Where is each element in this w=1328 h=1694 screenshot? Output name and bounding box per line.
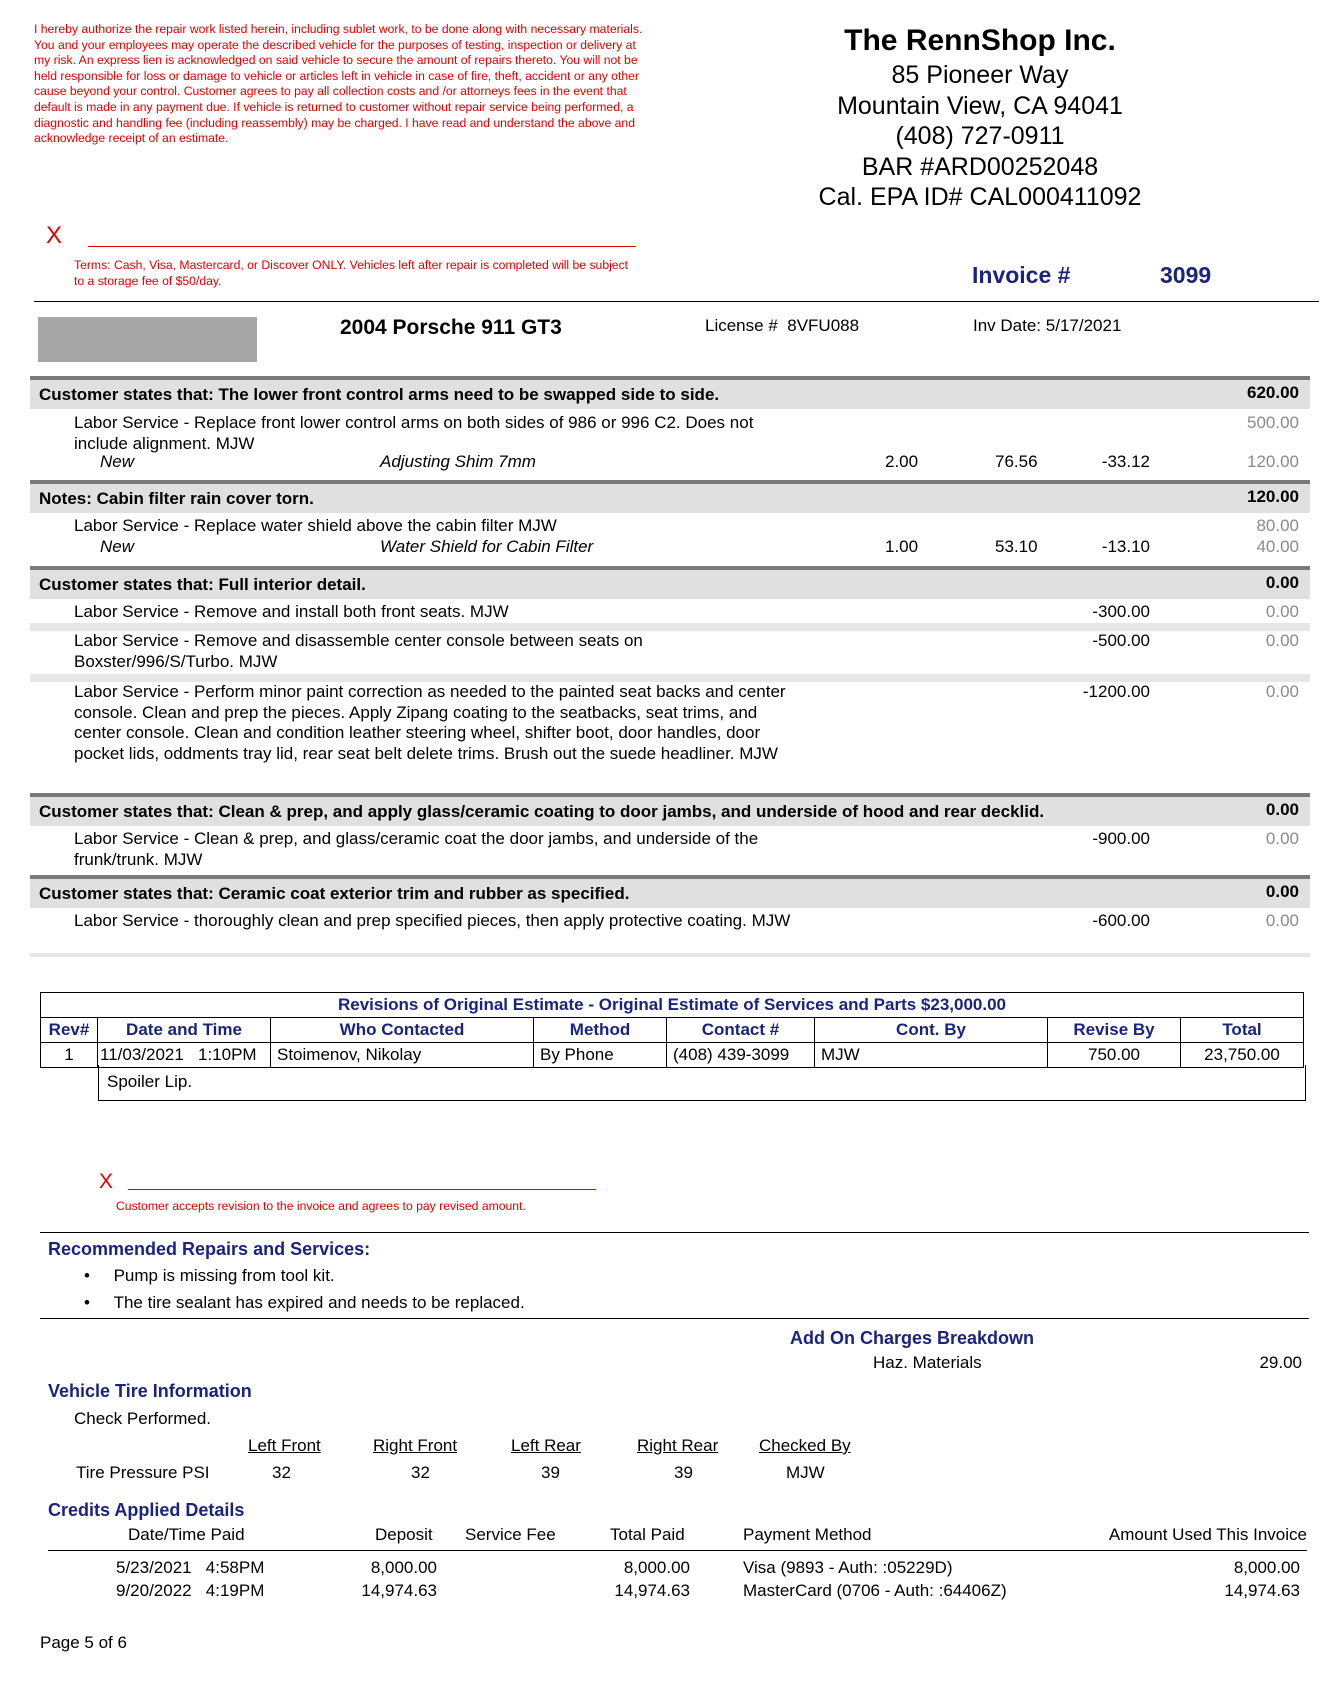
part-price: 53.10 [995,537,1038,556]
tire-header-checked-by: Checked By [759,1436,851,1455]
row-separator [30,674,1310,682]
shop-bar: BAR #ARD00252048 [861,152,1099,181]
rev-contact: (408) 439-3099 [667,1043,815,1068]
credit-method: Visa (9893 - Auth: :05229D) [743,1558,953,1577]
job-header [30,875,1310,908]
addon-label: Haz. Materials [873,1353,982,1372]
shop-phone: (408) 727-0911 [895,122,1065,150]
divider [40,1318,1309,1319]
tire-header-lf: Left Front [248,1436,321,1455]
revisions-header-row [41,1018,1304,1043]
credits-header-total: Total Paid [610,1525,685,1544]
credits-header-deposit: Deposit [375,1525,433,1544]
job-amount: 0.00 [1265,882,1299,901]
divider [40,1232,1309,1233]
credit-datetime: 9/20/2022 4:19PM [116,1581,265,1600]
labor-description: Labor Service - Replace water shield above the cabin filter MJW [74,516,557,535]
invoice-date-label: Inv Date: [973,316,1042,335]
tire-header-rf: Right Front [373,1436,458,1455]
part-description: Water Shield for Cabin Filter [380,537,594,556]
revisions-caption: Revisions of Original Estimate - Original Estimate of Services and Parts $23,000.00 [41,993,1304,1018]
part-price: 76.56 [995,452,1038,471]
authorization-text: I hereby authorize the repair work listed herein, including sublet work, to be done along with necessary materials. You and your employees may operate the described vehicle for the purposes of testing, inspection or delivery at my risk. An express lien is acknowledged on said vehicle to secure the amount of repairs thereto. You will not be held responsible for loss or damage to vehicle or articles left in vehicle in case of fire, theft, accident or any other cause beyond your control. Customer agrees to pay all collection costs and /or attorneys fees in the event that default is made in any payment due. If vehicle is returned to customer without repair service being performed, a diagnostic and handling fee (including reassembly) may be charged. I have read and understand the above and acknowledge receipt of an estimate. [34,22,643,146]
terms-text: Terms: Cash, Visa, Mastercard, or Discover ONLY. Vehicles left after repair is completed will be subject to a storage fee of $50/day. [74,258,629,288]
revision-acceptance-text: Customer accepts revision to the invoice and agrees to pay revised amount. [116,1199,526,1213]
tire-header-lr: Left Rear [511,1436,581,1455]
labor-description: Labor Service - thoroughly clean and prep specified pieces, then apply protective coating. MJW [74,911,791,930]
tire-value-checked-by: MJW [786,1463,825,1482]
vehicle-title: 2004 Porsche 911 GT3 [340,316,562,339]
job-header [30,376,1310,409]
labor-line [30,908,1310,953]
labor-description: Labor Service - Clean & prep, and glass/ceramic coat the door jambs, and underside of the frunk/trunk. MJW [74,829,759,869]
labor-amount: 500.00 [1247,413,1299,432]
labor-description: Labor Service - Perform minor paint correction as needed to the painted seat backs and center console. Clean and prep the pieces. Apply Zipang coating to the seatbacks, seat trims, and center console. Clean and condition leather steering wheel, shifter boot, door handles, door pocket lids, oddments tray lid, rear seat belt delete trims. Brush out the suede headliner. MJW [74,682,786,763]
part-amount: 40.00 [1256,537,1299,556]
shop-epa: Cal. EPA ID# CAL000411092 [818,183,1142,211]
rev-datetime: 11/03/2021 1:10PM [98,1043,271,1068]
labor-discount: -900.00 [1092,829,1150,848]
table-row [41,1043,1304,1068]
job-title: Customer states that: Ceramic coat exterior trim and rubber as specified. [39,884,630,903]
labor-line [30,631,1310,674]
labor-discount: -500.00 [1092,631,1150,650]
credit-used: 14,974.63 [1224,1581,1300,1600]
invoice-date-field [973,316,1121,336]
tire-value-rr: 39 [674,1463,693,1482]
credits-header-used: Amount Used This Invoice [1108,1525,1307,1544]
tire-row-label: Tire Pressure PSI [76,1463,210,1482]
col-rev: Rev# [41,1018,98,1043]
labor-amount: 0.00 [1265,682,1299,701]
list-item: • The tire sealant has expired and needs to be replaced. [84,1293,525,1312]
recommended-item: The tire sealant has expired and needs to be replaced. [113,1293,525,1312]
job-title: Customer states that: Full interior detail. [39,575,366,594]
signature-line[interactable] [88,246,636,247]
tire-check-text: Check Performed. [74,1409,211,1428]
revisions-caption-row [41,993,1304,1018]
credit-total: 14,974.63 [614,1581,690,1600]
credit-datetime: 5/23/2021 4:58PM [116,1558,265,1577]
col-cont-by: Cont. By [815,1018,1048,1043]
labor-description: Labor Service - Remove and install both front seats. MJW [74,602,509,621]
rev-who: Stoimenov, Nikolay [271,1043,534,1068]
labor-line [30,409,1310,452]
row-separator [30,953,1310,957]
job-title: Notes: Cabin filter rain cover torn. [39,489,314,508]
credits-title: Credits Applied Details [48,1500,245,1520]
part-condition: New [100,537,135,556]
invoice-date-value: 5/17/2021 [1045,316,1122,335]
part-line [30,535,1310,562]
divider [34,301,1319,302]
addon-title: Add On Charges Breakdown [790,1328,1035,1348]
labor-amount: 0.00 [1265,602,1299,621]
labor-line [30,513,1310,535]
list-item: • Pump is missing from tool kit. [84,1266,335,1285]
labor-discount: -300.00 [1092,602,1150,621]
license-field [705,316,859,336]
revision-note: Spoiler Lip. [107,1072,193,1091]
labor-amount: 0.00 [1265,631,1299,650]
license-value: 8VFU088 [787,316,860,335]
row-separator [30,623,1310,631]
labor-amount: 0.00 [1265,911,1299,930]
credit-method: MasterCard (0706 - Auth: :64406Z) [743,1581,1007,1600]
labor-description: Labor Service - Remove and disassemble center console between seats on Boxster/996/S/Turbo. MJW [74,631,643,671]
recommended-item: Pump is missing from tool kit. [113,1266,335,1285]
job-header [30,480,1310,513]
shop-address1: 85 Pioneer Way [891,61,1069,89]
col-contact: Contact # [667,1018,815,1043]
col-revise-by: Revise By [1048,1018,1181,1043]
credit-total: 8,000.00 [623,1558,690,1577]
credit-deposit: 8,000.00 [370,1558,437,1577]
shop-name: The RennShop Inc. [844,24,1116,57]
signature-x: X [46,222,63,249]
job-header [30,566,1310,599]
col-datetime: Date and Time [98,1018,271,1043]
job-amount: 0.00 [1265,800,1299,819]
redacted-customer-block [38,317,257,362]
revisions-table [40,992,1304,1068]
labor-discount: -600.00 [1092,911,1150,930]
rev-method: By Phone [534,1043,667,1068]
invoice-label: Invoice # [972,262,1071,288]
credits-header-datetime: Date/Time Paid [128,1525,245,1544]
part-qty: 2.00 [885,452,919,471]
part-qty: 1.00 [885,537,919,556]
job-amount: 0.00 [1265,573,1299,592]
labor-amount: 80.00 [1256,516,1299,535]
rev-cont-by: MJW [815,1043,1048,1068]
labor-line [30,682,1310,793]
col-method: Method [534,1018,667,1043]
labor-line [30,826,1310,875]
labor-amount: 0.00 [1265,829,1299,848]
revision-note-box [98,1065,1306,1101]
rev-revise-by: 750.00 [1048,1043,1181,1068]
tire-value-lf: 32 [272,1463,291,1482]
tire-header-rr: Right Rear [637,1436,719,1455]
tire-value-lr: 39 [541,1463,560,1482]
shop-address2: Mountain View, CA 94041 [837,91,1123,120]
part-line [30,452,1310,476]
job-amount: 620.00 [1247,383,1299,402]
invoice-number: 3099 [1160,262,1212,288]
job-title: Customer states that: Clean & prep, and apply glass/ceramic coating to door jambs, and underside of hood and rear decklid. [39,802,1045,821]
job-amount: 120.00 [1247,487,1299,506]
part-discount: -13.10 [1101,537,1150,556]
tire-value-rf: 32 [411,1463,430,1482]
addon-amount: 29.00 [1259,1353,1302,1372]
shop-header [780,22,1180,213]
jobs-section [30,376,1310,957]
recommended-title: Recommended Repairs and Services: [48,1239,371,1259]
labor-discount: -1200.00 [1082,682,1150,701]
labor-line [30,599,1310,623]
revision-signature-x: X [99,1170,114,1193]
license-label: License # [705,316,778,335]
labor-description: Labor Service - Replace front lower control arms on both sides of 986 or 996 C2. Does not include alignment. MJW [74,413,754,453]
credit-used: 8,000.00 [1233,1558,1300,1577]
part-discount: -33.12 [1101,452,1150,471]
page-number: Page 5 of 6 [40,1633,127,1652]
part-description: Adjusting Shim 7mm [380,452,536,471]
part-amount: 120.00 [1247,452,1299,471]
divider [48,1550,1307,1551]
col-total: Total [1181,1018,1304,1043]
rev-total: 23,750.00 [1181,1043,1304,1068]
credits-header-method: Payment Method [743,1525,872,1544]
tire-info-title: Vehicle Tire Information [48,1381,252,1401]
job-title: Customer states that: The lower front control arms need to be swapped side to side. [39,385,720,404]
revision-signature-line[interactable] [128,1189,596,1190]
part-condition: New [100,452,135,471]
credits-header-fee: Service Fee [465,1525,556,1544]
credit-deposit: 14,974.63 [361,1581,437,1600]
job-header [30,793,1310,826]
col-who: Who Contacted [271,1018,534,1043]
rev-number: 1 [41,1043,98,1068]
